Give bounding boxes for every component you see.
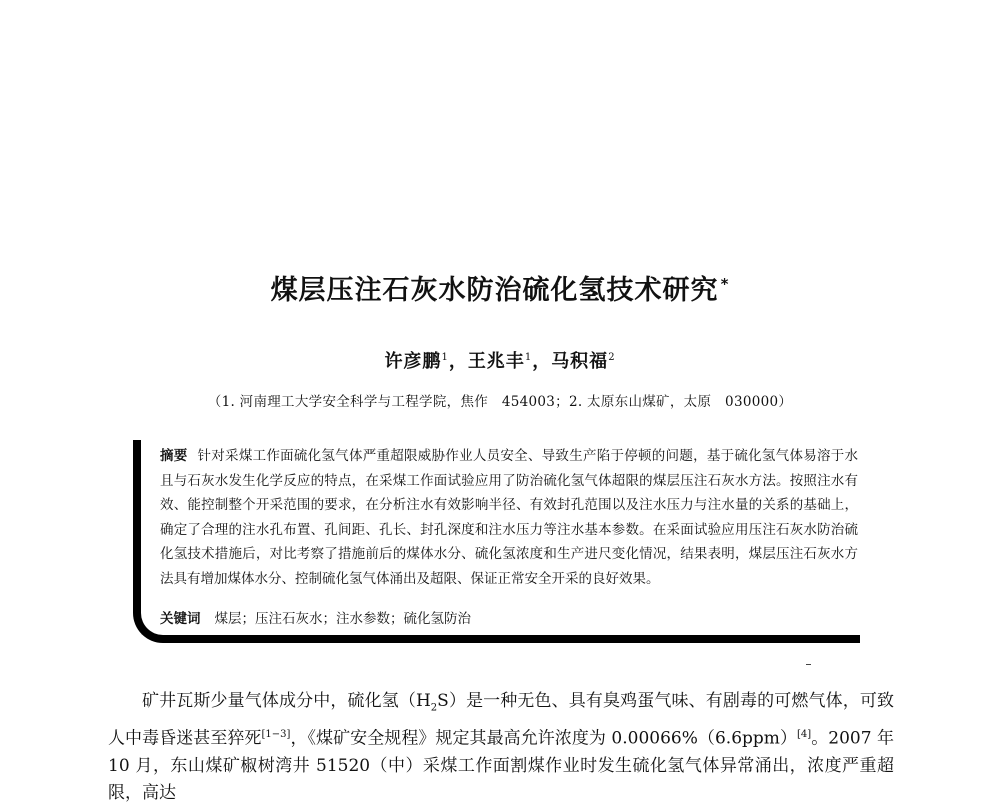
citation-marker: [1−3] [261,729,291,741]
body-paragraph [108,688,894,807]
author-list [0,347,1000,373]
body-text-segment: 。2007 年 10 月，东山煤矿椒树湾井 51520（中）采煤工作面割煤作业时发生硫化氢气体异常涌出，浓度严重超限，高达 [108,729,894,804]
author-affiliation-mark: 1 [524,352,533,363]
body-text-segment: 矿井瓦斯少量气体成分中，硫化氢（H [142,691,431,711]
author-name: 许彦鹏 [384,351,442,372]
keywords-label: 关键词 [160,611,201,627]
keywords [160,607,858,627]
author-separator: ， [448,351,468,372]
author-affiliation-mark: 2 [608,352,616,363]
affiliations: （1. 河南理工大学安全科学与工程学院，焦作 454003；2. 太原东山煤矿，太原 030000） [207,394,793,410]
divider [806,664,811,665]
abstract [160,444,858,591]
author-separator: ， [532,351,552,372]
citation-marker: [4] [797,729,812,741]
author-name: 马积福 [551,351,609,372]
body-text-segment: ，《煤矿安全规程》规定其最高允许浓度为 0.00066%（6.6ppm） [290,729,797,750]
keywords-text: 煤层；压注石灰水；注水参数；硫化氢防治 [214,611,471,627]
author-name: 王兆丰 [467,351,525,372]
abstract-text: 针对采煤工作面硫化氢气体严重超限威胁作业人员安全、导致生产陷于停顿的问题，基于硫化氢气体易溶于水且与石灰水发生化学反应的特点，在采煤工作面试验应用了防治硫化氢气体超限的煤层压注石灰水方法。按照注水有效、能控制整个开采范围的要求，在分析注水有效影响半径、有效封孔范围以及注水压力与注水量的关系的基础上，确定了合理的注水孔布置、孔间距、孔长、封孔深度和注水压力等注水基本参数。在采面试验应用压注石灰水防治硫化氢技术措施后，对比考察了措施前后的煤体水分、硫化氢浓度和生产进尺变化情况，结果表明，煤层压注石灰水方法具有增加煤体水分、控制硫化氢气体涌出及超限、保证正常安全开采的良好效果。 [160,448,858,587]
paper-title [0,268,1000,307]
author-affiliation-mark: 1 [441,352,449,363]
body-text-segment: S）是一种无色、具有臭鸡蛋气味、有剧毒的可燃气体，可致人中毒昏迷甚至猝死 [108,691,894,750]
title-footnote-mark: * [720,275,730,293]
chemical-subscript: 2 [430,702,438,714]
paper-title-text: 煤层压注石灰水防治硫化氢技术研究 [270,275,719,306]
abstract-label: 摘要 [160,448,188,464]
